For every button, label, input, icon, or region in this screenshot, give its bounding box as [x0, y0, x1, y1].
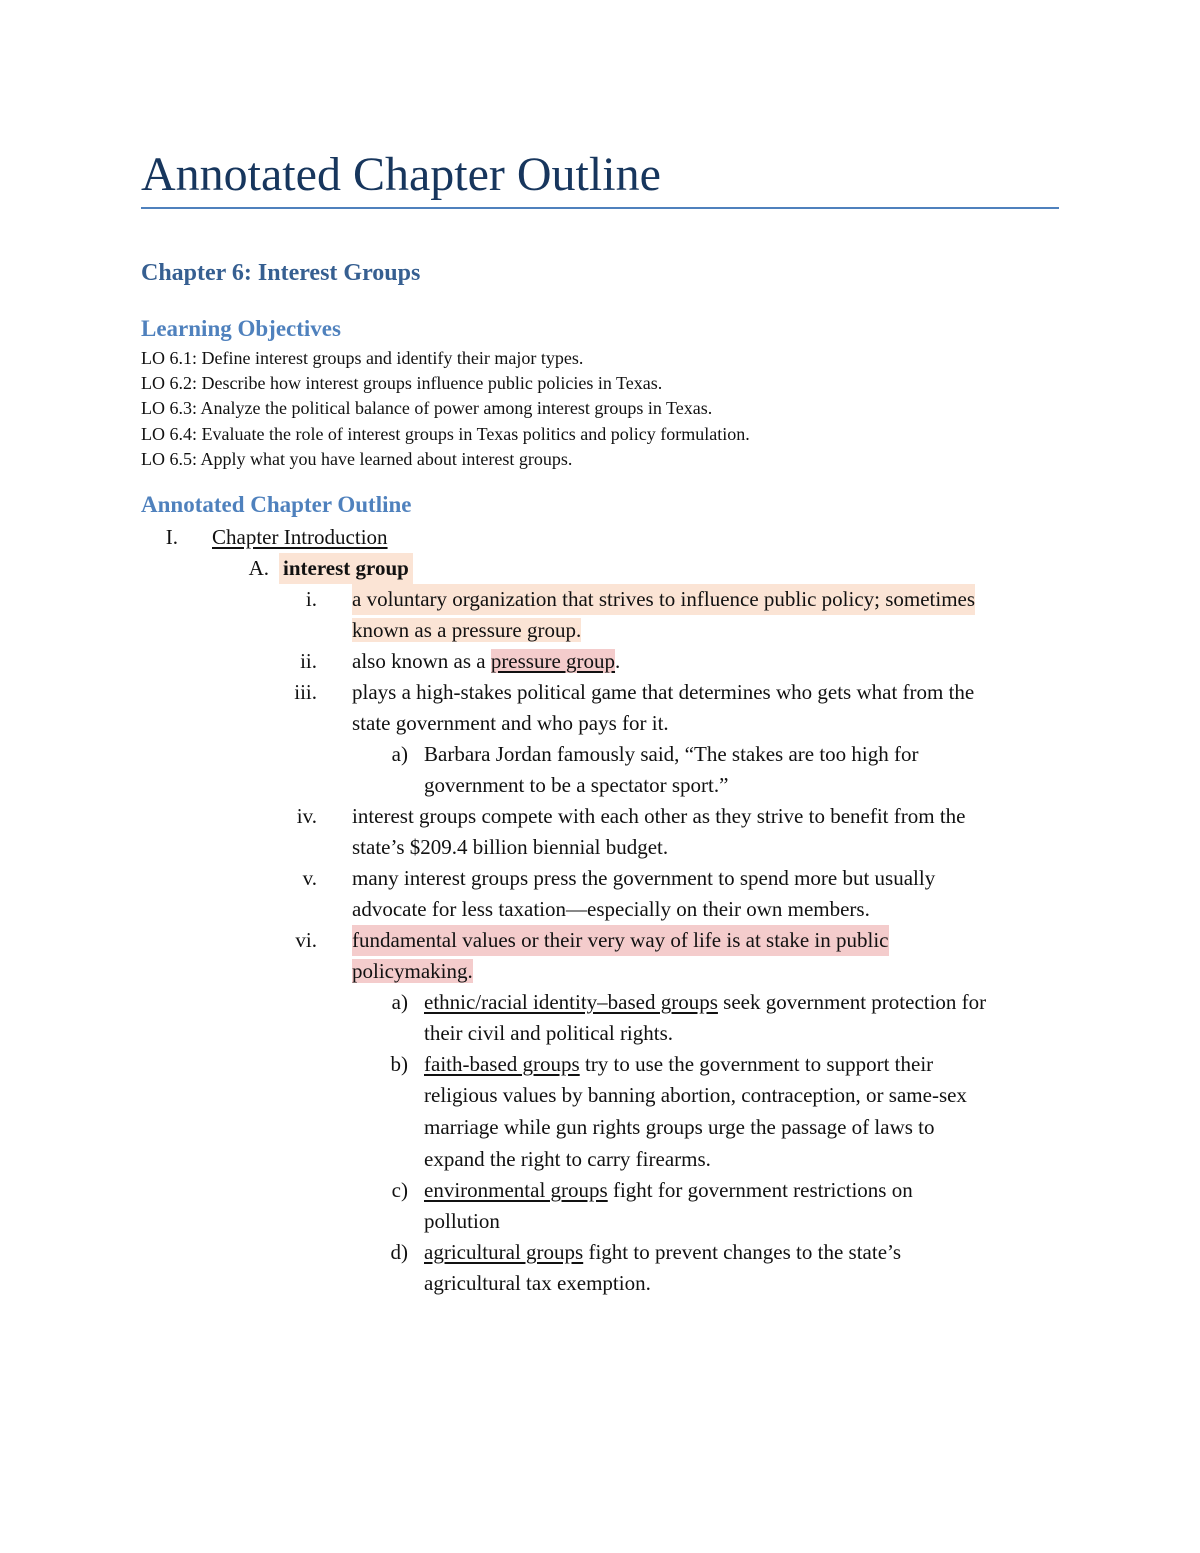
- item-text-line: religious values by banning abortion, contraception, or same-sex: [424, 1083, 967, 1107]
- learning-objective-item: LO 6.5: Apply what you have learned about interest groups.: [141, 448, 573, 469]
- outline-item-i-cont: [352, 615, 581, 646]
- item-text: try to use the government to support their: [579, 1052, 934, 1076]
- item-text-line: expand the right to carry firearms.: [424, 1147, 711, 1171]
- item-text-line: many interest groups press the government to spend more but usually: [352, 866, 936, 890]
- outline-marker: A.: [248, 556, 269, 580]
- learning-objectives-heading: Learning Objectives: [141, 316, 341, 341]
- outline-marker: b): [390, 1052, 408, 1076]
- item-text-line: marriage while gun rights groups urge the passage of laws to: [424, 1115, 935, 1139]
- item-text: .: [615, 649, 621, 673]
- outline-item-vi-cont: [352, 956, 473, 987]
- item-text: fight to prevent changes to the state’s: [583, 1240, 902, 1264]
- outline-marker: I.: [165, 525, 178, 549]
- item-text-line: [424, 1237, 901, 1268]
- item-text-line: state’s $209.4 billion biennial budget.: [352, 835, 669, 859]
- outline-marker: a): [391, 990, 408, 1014]
- outline-marker: d): [390, 1240, 408, 1264]
- item-text-line: pollution: [424, 1209, 500, 1233]
- outline-heading: Annotated Chapter Outline: [141, 492, 412, 517]
- item-text: also known as a: [352, 649, 491, 673]
- learning-objective-item: LO 6.4: Evaluate the role of interest groups in Texas politics and policy formulation.: [141, 423, 750, 444]
- outline-marker: iv.: [296, 804, 317, 828]
- learning-objective-item: LO 6.1: Define interest groups and identify their major types.: [141, 348, 584, 368]
- item-text-line: Barbara Jordan famously said, “The stakes are too high for: [424, 742, 919, 766]
- item-text-line: fundamental values or their very way of life is at stake in public: [352, 925, 889, 956]
- outline-marker: c): [391, 1178, 408, 1202]
- key-term: faith-based groups: [424, 1052, 580, 1076]
- item-text-line: plays a high-stakes political game that determines who gets what from the: [352, 680, 975, 704]
- outline-marker: iii.: [294, 680, 317, 704]
- outline-marker: v.: [302, 866, 317, 890]
- item-text-line: government to be a spectator sport.”: [424, 773, 729, 797]
- learning-objectives-list: [141, 346, 750, 472]
- item-text-line: [352, 646, 620, 677]
- learning-objective-item: LO 6.2: Describe how interest groups influence public policies in Texas.: [141, 373, 663, 394]
- item-text-line: a voluntary organization that strives to influence public policy; sometimes: [352, 584, 975, 615]
- item-text-line: [424, 1049, 933, 1080]
- item-text-line: state government and who pays for it.: [352, 711, 669, 735]
- learning-objective-item: LO 6.3: Analyze the political balance of power among interest groups in Texas.: [141, 398, 713, 419]
- item-text-line: their civil and political rights.: [424, 1021, 674, 1045]
- outline-marker: vi.: [295, 928, 317, 952]
- item-text: fight for government restrictions on: [607, 1178, 913, 1202]
- item-text-line: interest groups compete with each other as they strive to benefit from the: [352, 804, 966, 828]
- key-term: agricultural groups: [424, 1240, 584, 1264]
- chapter-heading: Chapter 6: Interest Groups: [141, 260, 421, 286]
- item-text-line: known as a pressure group.: [352, 618, 582, 642]
- key-term: pressure group: [490, 649, 616, 673]
- document-title: Annotated Chapter Outline: [141, 148, 661, 201]
- item-text-line: [424, 987, 986, 1018]
- item-text-line: advocate for less taxation—especially on their own members.: [352, 897, 870, 921]
- item-text: seek government protection for: [717, 990, 987, 1014]
- outline-marker: i.: [305, 587, 317, 611]
- section-title: Chapter Introduction: [212, 525, 388, 549]
- outline-marker: a): [391, 742, 408, 766]
- key-term: environmental groups: [424, 1178, 608, 1202]
- item-text-line: [424, 1175, 913, 1206]
- item-text-line: policymaking.: [352, 959, 473, 983]
- key-term: ethnic/racial identity–based groups: [424, 990, 718, 1014]
- title-underline-rule: [141, 207, 1059, 209]
- key-term: interest group: [279, 553, 413, 584]
- outline-marker: ii.: [300, 649, 317, 673]
- item-text-line: agricultural tax exemption.: [424, 1271, 651, 1295]
